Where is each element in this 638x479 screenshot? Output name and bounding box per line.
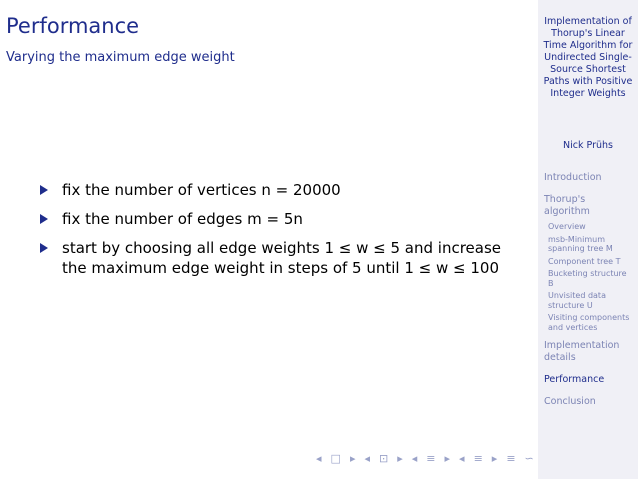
sidebar-subsection-item[interactable]: Visiting components and vertices xyxy=(548,313,630,332)
sidebar-section-thorup-s-algorithm[interactable]: Thorup's algorithm xyxy=(544,194,590,217)
bullet-text: fix the number of edges m = 5n xyxy=(62,210,303,228)
prev-subsection-icon[interactable]: ◂ xyxy=(364,452,370,465)
prev-frame-icon[interactable]: ◂ xyxy=(316,452,322,465)
next-frame-icon[interactable]: ▸ xyxy=(349,452,356,465)
sidebar-subsection-list xyxy=(548,222,634,332)
sidebar-subsection-item[interactable]: Component tree T xyxy=(548,256,621,266)
frame-icon[interactable]: □ xyxy=(330,452,341,465)
frame-title: Performance xyxy=(6,14,140,38)
bullet-text: start by choosing all edge weights 1 ≤ w ≤ 5 and increase the maximum edge weight in steps of 5 until 1 ≤ w ≤ 100 xyxy=(62,239,502,277)
prev-document-icon[interactable]: ◂ xyxy=(459,452,465,465)
sidebar-subsection-item[interactable]: msb-Minimum spanning tree M xyxy=(548,234,613,253)
search-icon[interactable]: ∽ xyxy=(524,452,534,465)
frame-subtitle: Varying the maximum edge weight xyxy=(6,50,235,65)
align-icon[interactable]: ≡ xyxy=(506,452,516,465)
bullet-text: fix the number of vertices n = 20000 xyxy=(62,181,341,199)
sidebar-section-conclusion[interactable]: Conclusion xyxy=(544,396,596,407)
sidebar xyxy=(538,0,638,479)
bullet-triangle-icon xyxy=(40,214,48,224)
sidebar-navigation xyxy=(544,172,634,418)
section-icon[interactable]: ≡ xyxy=(426,452,436,465)
beamer-navigation-bar xyxy=(316,452,552,465)
bullet-item xyxy=(40,209,510,229)
presentation-title[interactable]: Implementation of Thorup's Linear Time Algorithm for Undirected Single-Source Shortest Paths with Positive Integer Weights xyxy=(543,16,633,99)
bullet-item xyxy=(40,238,510,278)
next-subsection-icon[interactable]: ▸ xyxy=(397,452,403,465)
next-document-icon[interactable]: ▸ xyxy=(491,452,498,465)
subsection-icon[interactable]: ⊡ xyxy=(379,452,389,465)
prev-section-icon[interactable]: ◂ xyxy=(411,452,418,465)
bullet-triangle-icon xyxy=(40,243,48,253)
author-name[interactable]: Nick Prühs xyxy=(563,140,613,151)
document-icon[interactable]: ≡ xyxy=(473,452,483,465)
bullet-item xyxy=(40,180,510,200)
bullet-list xyxy=(40,180,510,287)
sidebar-subsection-item[interactable]: Unvisited data structure U xyxy=(548,291,606,310)
sidebar-section-introduction[interactable]: Introduction xyxy=(544,172,602,183)
sidebar-section-implementation-details[interactable]: Implementation details xyxy=(544,340,620,363)
sidebar-subsection-item[interactable]: Overview xyxy=(548,222,586,231)
sidebar-subsection-item[interactable]: Bucketing structure B xyxy=(548,269,627,288)
next-section-icon[interactable]: ▸ xyxy=(444,452,451,465)
sidebar-section-performance[interactable]: Performance xyxy=(544,374,605,385)
bullet-triangle-icon xyxy=(40,185,48,195)
